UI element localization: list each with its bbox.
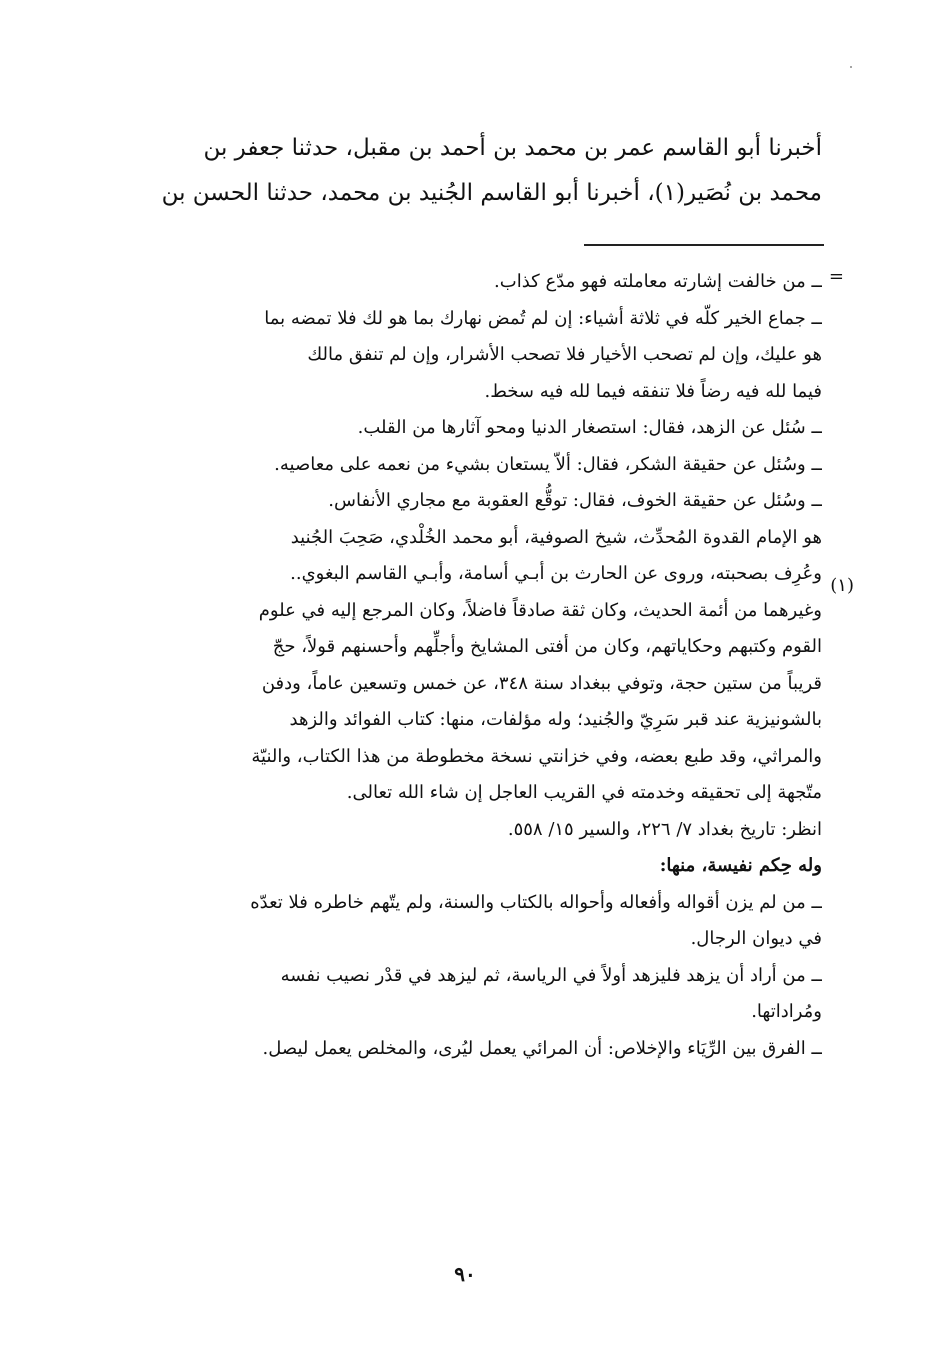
footnote-line: القوم وكتبهم وحكاياتهم، وكان من أفتى المشايخ وأجلِّهم وأحسنهم قولاً، حجّ (272, 636, 822, 657)
footnote-line: وعُرِف بصحبته، وروى عن الحارث بن أبـي أسامة، وأبـي القاسم البغوي.. (290, 563, 822, 584)
footnote-line: بالشونيزية عند قبر سَرِيّ والجُنيد؛ وله مؤلفات، منها: كتاب الفوائد والزهد (289, 709, 822, 730)
footnote-number: (١) (830, 575, 854, 596)
footnote-separator (584, 244, 824, 246)
main-text-block (100, 126, 822, 216)
footnote-line: ــ من لم يزن أقواله وأفعاله وأحواله بالكتاب والسنة، ولم يتّهم خاطره فلا تعدّه (250, 891, 822, 913)
footnote-line: ــ وسُئل عن حقيقة الشكر، فقال: ألاّ يستعان بشيء من نعمه على معاصيه. (274, 453, 822, 475)
footnote-line: ــ وسُئل عن حقيقة الخوف، فقال: توقُّع العقوبة مع مجاري الأنفاس. (328, 490, 822, 511)
footnote-subheading: وله حِكم نفيسة، منها: (659, 855, 822, 876)
footnote-line: ــ من خالفت إشارته معاملته فهو مدّع كذاب. (494, 271, 822, 292)
footnote-line: ومُراداتها. (751, 1001, 822, 1022)
footnote-line: وغيرهما من أئمة الحديث، وكان ثقة صادقاً فاضلاً، وكان المرجع إليه في علوم (258, 599, 822, 621)
main-text-line: محمد بن نُصَير(١)، أخبرنا أبو القاسم الجُنيد بن محمد، حدثنا الحسن بن (161, 180, 822, 206)
footnote-line: هو عليك، وإن لم تصحب الأخيار فلا تصحب الأشرار، وإن لم تنفق مالك (307, 344, 822, 365)
footnote-line: ــ جماع الخير كلّه في ثلاثة أشياء: إن لم تُمض نهارك بما هو لك فلا تمضه بما (264, 307, 822, 329)
scan-speck (850, 66, 852, 68)
main-text-line: أخبرنا أبو القاسم عمر بن محمد بن أحمد بن مقبل، حدثنا جعفر بن (203, 135, 822, 161)
footnote-line: في ديوان الرجال. (690, 928, 822, 949)
page-number: ٩٠ (454, 1262, 476, 1286)
footnote-line: والمراثي، وقد طبع بعضه، وفي خزانتي نسخة مخطوطة من هذا الكتاب، والنيّة (251, 745, 822, 767)
footnotes-block (100, 264, 822, 1067)
footnote-line: متّجهة إلى تحقيقه وخدمته في القريب العاجل إن شاء الله تعالى. (346, 782, 822, 803)
footnote-line: انظر: تاريخ بغداد ٧/ ٢٢٦، والسير ١٥/ ٥٥٨. (507, 818, 822, 840)
footnote-line: ــ من أراد أن يزهد فليزهد أولاً في الرياسة، ثم ليزهد في قدْر نصيب نفسه (280, 964, 822, 986)
footnote-line: هو الإمام القدوة المُحدِّث، شيخ الصوفية، أبو محمد الخُلْدي، صَحِبَ الجُنيد (290, 526, 822, 548)
footnote-line: فيما لله فيه رضاً فلا تنفقه فيما لله فيه سخط. (484, 380, 822, 402)
footnote-line: قريباً من ستين حجة، وتوفي ببغداد سنة ٣٤٨، عن خمس وتسعين عاماً، ودفن (261, 672, 822, 694)
footnote-continuation-mark: = (828, 266, 844, 287)
footnote-line: ــ الفرق بين الرِّيَاء والإخلاص: أن المرائي يعمل ليُرى، والمخلص يعمل ليصل. (262, 1037, 822, 1059)
footnote-line: ــ سُئل عن الزهد، فقال: استصغار الدنيا ومحو آثارها من القلب. (357, 417, 822, 438)
